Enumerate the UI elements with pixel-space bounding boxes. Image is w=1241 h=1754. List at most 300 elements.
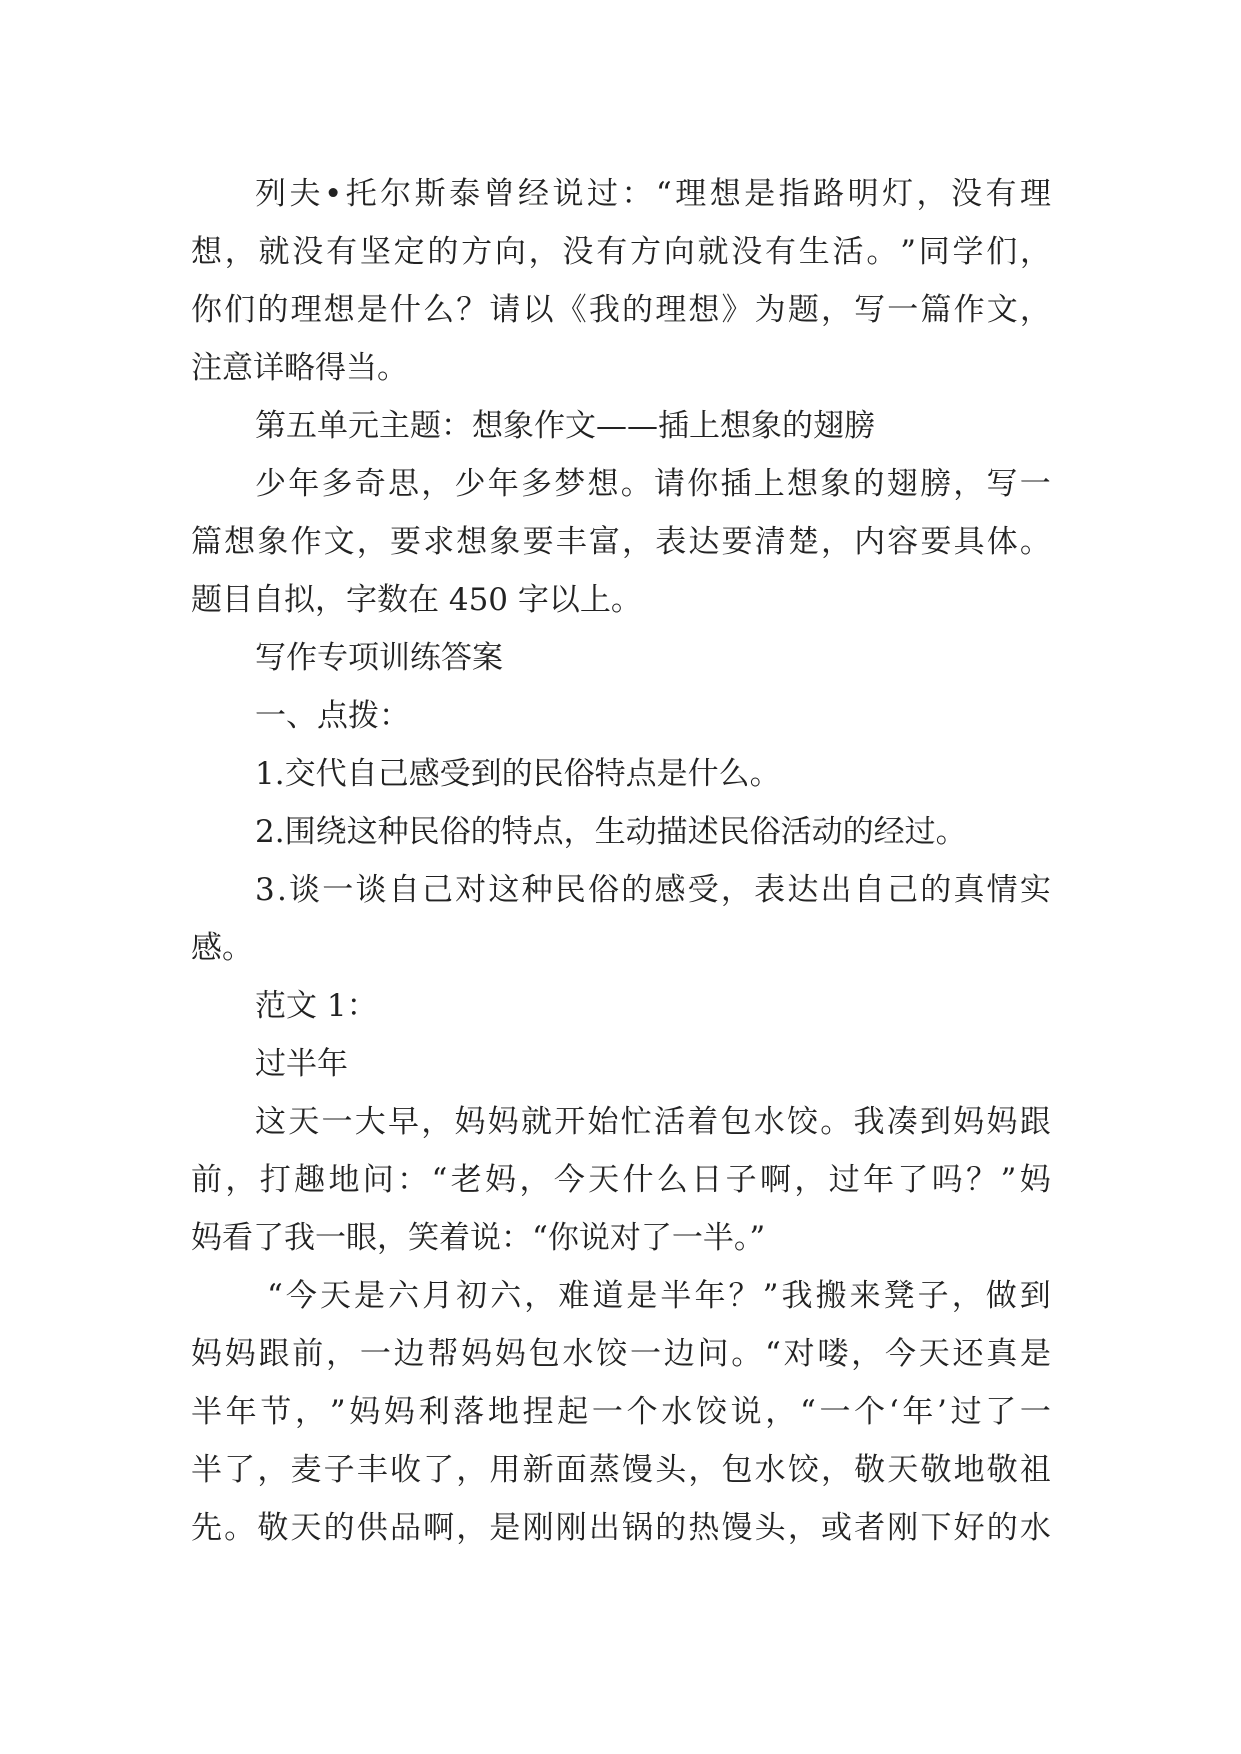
text-glyph: 多 [521, 466, 552, 502]
text-glyph: 做 [985, 1278, 1017, 1314]
text-glyph: 收 [389, 1452, 421, 1488]
text-glyph: 老 [450, 1162, 482, 1198]
text-glyph: 尔 [380, 176, 412, 212]
text-glyph: 问 [697, 1336, 729, 1372]
text-glyph: 妈 [349, 1394, 381, 1430]
text-glyph: 啊 [759, 1162, 791, 1198]
text-glyph: 们 [986, 234, 1018, 270]
text-glyph: 是 [626, 1278, 658, 1314]
text-glyph: 要 [389, 524, 421, 560]
text-glyph: 起 [557, 1394, 589, 1430]
text-glyph: 或 [820, 1510, 852, 1546]
text-glyph: ’ [937, 1394, 947, 1430]
text-glyph: 翅 [886, 466, 918, 502]
text-glyph: 思 [388, 466, 419, 502]
text-glyph: 刚 [887, 1510, 919, 1546]
text-glyph: 帮 [427, 1336, 459, 1372]
text-glyph: 这 [255, 1104, 286, 1140]
text-glyph: 了 [224, 1452, 256, 1488]
text-glyph: 出 [588, 1510, 620, 1546]
text-glyph: 天 [319, 1278, 351, 1314]
text-glyph: 自 [853, 872, 885, 908]
text-line: 过半年 [255, 1046, 348, 1082]
text-glyph: ， [688, 1452, 720, 1488]
text-glyph: 天 [887, 1452, 919, 1488]
text-glyph: 象 [820, 466, 852, 502]
text-glyph: 始 [587, 1104, 619, 1140]
text-glyph: 下 [920, 1510, 952, 1546]
text-glyph: 表 [655, 524, 687, 560]
text-glyph: 跟 [258, 1336, 290, 1372]
text-glyph: 年 [902, 1394, 934, 1430]
text-glyph: 馒 [622, 1452, 654, 1488]
text-glyph: ， [851, 1336, 883, 1372]
text-glyph: 托 [345, 176, 377, 212]
text-glyph: 一 [321, 1104, 353, 1140]
text-glyph: 妈 [191, 1336, 222, 1372]
text-glyph: 没 [292, 234, 324, 270]
text-glyph: 。 [866, 234, 898, 270]
text-glyph: 跟 [1019, 1104, 1051, 1140]
text-glyph: 麦 [290, 1452, 322, 1488]
text-glyph: 容 [887, 524, 919, 560]
text-glyph: 祖 [1019, 1452, 1051, 1488]
text-glyph: 初 [456, 1278, 488, 1314]
text-glyph: 热 [688, 1510, 720, 1546]
text-glyph: 一 [1019, 1394, 1051, 1430]
text-glyph: 插 [720, 466, 752, 502]
text-glyph: 的 [986, 1510, 1018, 1546]
text-glyph: 膀 [920, 466, 951, 502]
text-glyph: 地 [953, 1452, 985, 1488]
text-glyph: 天 [290, 1510, 322, 1546]
text-glyph: 你 [191, 292, 222, 328]
text-glyph: 》 [721, 292, 753, 328]
text-line: 感。 [191, 930, 253, 966]
text-glyph: 过 [586, 176, 618, 212]
text-glyph: 年 [863, 1162, 895, 1198]
text-glyph: ， [295, 1394, 327, 1430]
text-glyph: ， [456, 1510, 488, 1546]
text-glyph: 这 [488, 872, 520, 908]
text-glyph: 灯 [882, 176, 914, 212]
text-glyph: 喽 [817, 1336, 849, 1372]
text-glyph: ， [326, 1336, 358, 1372]
text-glyph: 来 [849, 1278, 881, 1314]
text-glyph: ： [397, 1162, 429, 1198]
text-glyph: ， [421, 1104, 453, 1140]
text-glyph: 捏 [522, 1394, 554, 1430]
text-glyph: 坚 [359, 234, 391, 270]
text-glyph: 敬 [257, 1510, 289, 1546]
text-glyph: 文 [323, 524, 355, 560]
text-glyph: 生 [798, 234, 830, 270]
text-glyph: 达 [787, 872, 819, 908]
text-glyph: ， [951, 1278, 983, 1314]
text-glyph: 己 [421, 872, 453, 908]
text-glyph: 前 [191, 1162, 222, 1198]
text-glyph: 包 [720, 1104, 752, 1140]
text-glyph: 了 [897, 1162, 929, 1198]
text-glyph: 想 [787, 466, 818, 502]
text-glyph: 边 [393, 1336, 425, 1372]
text-glyph: 饺 [787, 1452, 819, 1488]
text-glyph: 具 [953, 524, 985, 560]
text-glyph: ” [329, 1394, 346, 1430]
text-glyph: 内 [854, 524, 886, 560]
text-glyph: 么 [423, 292, 455, 328]
text-glyph: 水 [754, 1452, 786, 1488]
text-glyph: 道 [592, 1278, 624, 1314]
text-glyph: 前 [292, 1336, 324, 1372]
text-glyph: 向 [663, 234, 695, 270]
text-glyph: 先 [191, 1510, 222, 1546]
text-glyph: ” [1000, 1162, 1017, 1198]
text-line [191, 223, 1051, 281]
text-glyph: 就 [258, 234, 290, 270]
text-glyph: 达 [688, 524, 720, 560]
text-glyph: 的 [427, 234, 459, 270]
text-glyph: 天 [588, 1162, 620, 1198]
text-glyph: 写 [854, 292, 886, 328]
text-glyph: ” [900, 234, 916, 270]
text-glyph: 要 [721, 524, 753, 560]
text-glyph: 锅 [622, 1510, 654, 1546]
text-glyph: 请 [654, 466, 685, 502]
text-glyph: 经 [518, 176, 550, 212]
text-glyph: 理 [290, 292, 322, 328]
text-glyph: 方 [629, 234, 661, 270]
text-glyph: 啊 [423, 1510, 455, 1546]
text-glyph: “ [655, 176, 672, 212]
text-glyph: 活 [654, 1104, 685, 1140]
text-line [191, 1267, 1051, 1325]
text-glyph: ， [953, 466, 985, 502]
text-glyph: 节 [260, 1394, 292, 1430]
text-glyph: ， [916, 176, 948, 212]
text-glyph: 体 [986, 524, 1018, 560]
text-glyph: 妈 [485, 1162, 517, 1198]
text-glyph: 情 [986, 872, 1018, 908]
text-glyph: 边 [663, 1336, 695, 1372]
text-glyph: 月 [422, 1278, 454, 1314]
text-glyph: 过 [950, 1394, 982, 1430]
text-glyph: 一 [887, 292, 919, 328]
text-glyph: 妈 [1019, 1162, 1051, 1198]
text-glyph: 的 [323, 1510, 355, 1546]
text-glyph: 想 [456, 524, 488, 560]
text-glyph: 妈 [224, 1336, 256, 1372]
text-glyph: 问 [362, 1162, 394, 1198]
text-line: 一、点拨： [255, 698, 410, 734]
text-glyph: 什 [622, 1162, 654, 1198]
text-glyph: 供 [356, 1510, 388, 1546]
text-glyph: 妈 [953, 1104, 985, 1140]
text-glyph: 难 [558, 1278, 590, 1314]
text-line: 妈看了我一眼，笑着说：“你说对了一半。” [191, 1220, 766, 1256]
text-glyph: 新 [522, 1452, 554, 1488]
text-glyph: 对 [783, 1336, 815, 1372]
text-glyph: 有 [596, 234, 628, 270]
text-glyph: ， [787, 1510, 819, 1546]
text-glyph: 自 [388, 872, 420, 908]
text-glyph: 个 [626, 1394, 658, 1430]
text-glyph: 是 [744, 176, 776, 212]
text-glyph: 说 [552, 176, 584, 212]
text-glyph: 斯 [414, 176, 446, 212]
text-glyph: 己 [886, 872, 918, 908]
text-glyph: ‘ [888, 1394, 899, 1430]
text-line: 第五单元主题：想象作文——插上想象的翅膀 [255, 408, 875, 444]
text-glyph: 说 [730, 1394, 762, 1430]
text-glyph: 多 [321, 466, 353, 502]
text-glyph: 上 [753, 466, 785, 502]
text-glyph: 年 [487, 466, 519, 502]
text-glyph: 少 [255, 466, 286, 502]
text-glyph: ： [621, 176, 653, 212]
text-line [191, 861, 1051, 919]
text-glyph: 。 [820, 1104, 852, 1140]
text-glyph: 年 [288, 466, 320, 502]
text-glyph: 梦 [554, 466, 586, 502]
text-line [191, 455, 1051, 513]
text-glyph: 一 [322, 872, 354, 908]
text-glyph: 作 [290, 524, 322, 560]
text-glyph: 没 [951, 176, 982, 212]
text-glyph: 真 [953, 872, 985, 908]
text-glyph: 今 [884, 1336, 916, 1372]
text-glyph: 就 [697, 234, 729, 270]
text-line: 范文 1： [255, 988, 378, 1024]
text-glyph: 半 [191, 1394, 222, 1430]
text-glyph: 包 [721, 1452, 753, 1488]
text-glyph: 好 [953, 1510, 985, 1546]
text-glyph: 文 [986, 292, 1018, 328]
document-page [191, 165, 1051, 1557]
text-glyph: ， [519, 1162, 551, 1198]
text-glyph: 。 [731, 1336, 763, 1372]
text-glyph: 包 [528, 1336, 560, 1372]
text-glyph: 今 [285, 1278, 317, 1314]
text-glyph: 你 [687, 466, 719, 502]
text-glyph: “ [267, 1278, 283, 1314]
text-glyph: 路 [813, 176, 845, 212]
text-line: 注意详略得当。 [191, 350, 408, 386]
text-glyph: 丰 [555, 524, 587, 560]
text-glyph: ， [1020, 234, 1051, 270]
text-glyph: • [323, 176, 343, 212]
text-glyph: 实 [1019, 872, 1051, 908]
text-glyph: 半 [660, 1278, 692, 1314]
text-glyph: 是 [354, 1278, 385, 1314]
text-glyph: 请 [489, 292, 521, 328]
text-glyph: 什 [389, 292, 421, 328]
text-glyph: 受 [687, 872, 719, 908]
text-glyph: 到 [1019, 1278, 1051, 1314]
text-glyph: “ [799, 1394, 816, 1430]
text-glyph: 想 [688, 292, 720, 328]
text-glyph: 是 [489, 1510, 521, 1546]
text-glyph: 水 [562, 1336, 594, 1372]
text-glyph: 活 [832, 234, 864, 270]
text-glyph: 日 [691, 1162, 723, 1198]
text-glyph: 水 [1019, 1510, 1051, 1546]
text-glyph: 头 [754, 1510, 786, 1546]
text-glyph: ， [225, 1162, 257, 1198]
text-glyph: 丰 [356, 1452, 388, 1488]
text-glyph: 天 [288, 1104, 320, 1140]
text-glyph: 谈 [355, 872, 387, 908]
text-line [191, 1499, 1051, 1557]
text-glyph: 一 [819, 1394, 851, 1430]
text-glyph: ， [820, 1452, 852, 1488]
text-glyph: 地 [328, 1162, 360, 1198]
text-glyph: 想 [709, 176, 741, 212]
text-glyph: 水 [661, 1394, 693, 1430]
text-glyph: 为 [754, 292, 786, 328]
text-glyph: 清 [754, 524, 786, 560]
text-glyph: 的 [621, 872, 653, 908]
text-glyph: 。 [620, 466, 652, 502]
text-glyph: “ [765, 1336, 781, 1372]
text-glyph: 品 [389, 1510, 421, 1546]
text-glyph: 妈 [487, 1104, 519, 1140]
text-glyph: 要 [522, 524, 554, 560]
text-glyph: 个 [854, 1394, 886, 1430]
text-glyph: 就 [521, 1104, 552, 1140]
text-line: 2.围绕这种民俗的特点，生动描述民俗活动的经过。 [255, 814, 967, 850]
text-glyph: 理 [1019, 176, 1051, 212]
text-glyph: 象 [489, 524, 521, 560]
text-glyph: 《 [555, 292, 587, 328]
text-glyph: 今 [553, 1162, 585, 1198]
text-glyph: 题 [787, 292, 819, 328]
text-glyph: 利 [418, 1394, 450, 1430]
text-glyph: ， [1019, 292, 1051, 328]
text-glyph: 象 [257, 524, 289, 560]
text-glyph: 明 [847, 176, 879, 212]
text-line [191, 513, 1051, 571]
text-glyph: ， [794, 1162, 826, 1198]
text-glyph: 趣 [294, 1162, 326, 1198]
text-glyph: 想 [587, 466, 619, 502]
text-glyph: 敬 [854, 1452, 886, 1488]
text-glyph: ， [820, 292, 852, 328]
text-glyph: 敬 [920, 1452, 952, 1488]
text-glyph: 写 [986, 466, 1018, 502]
text-glyph: ？ [728, 1278, 760, 1314]
text-glyph: 吗 [931, 1162, 963, 1198]
text-glyph: 理 [655, 292, 687, 328]
text-glyph: ， [356, 524, 388, 560]
text-glyph: ， [224, 234, 256, 270]
text-glyph: 的 [655, 1510, 687, 1546]
text-glyph: 馒 [721, 1510, 753, 1546]
text-glyph: 想 [224, 524, 256, 560]
document-body [191, 165, 1051, 1557]
text-glyph: . [276, 872, 287, 908]
text-glyph: ， [257, 1452, 289, 1488]
text-line [191, 1151, 1051, 1209]
text-glyph: 年 [694, 1278, 726, 1314]
text-glyph: 妈 [494, 1336, 526, 1372]
text-glyph: ， [622, 524, 654, 560]
text-glyph: 想 [323, 292, 355, 328]
text-glyph: 忙 [620, 1104, 652, 1140]
text-glyph: 泰 [449, 176, 481, 212]
text-glyph: 妈 [461, 1336, 493, 1372]
text-glyph: ？ [966, 1162, 998, 1198]
text-glyph: 列 [255, 176, 286, 212]
text-glyph: 篇 [191, 524, 222, 560]
text-glyph: 凳 [883, 1278, 915, 1314]
text-glyph: 指 [778, 176, 810, 212]
text-glyph: 子 [323, 1452, 355, 1488]
text-glyph: 着 [687, 1104, 719, 1140]
text-glyph: 蒸 [588, 1452, 620, 1488]
text-glyph: 刚 [555, 1510, 587, 1546]
text-glyph: 出 [820, 872, 852, 908]
text-glyph: 想 [191, 234, 222, 270]
text-glyph: 对 [455, 872, 487, 908]
text-glyph: 夫 [289, 176, 321, 212]
text-glyph: 民 [554, 872, 586, 908]
text-glyph: 的 [920, 872, 952, 908]
text-glyph: ， [765, 1394, 797, 1430]
text-glyph: 一 [359, 1336, 391, 1372]
text-line [191, 1383, 1051, 1441]
text-line: 题目自拟，字数在 450 字以上。 [191, 582, 642, 618]
text-glyph: 子 [917, 1278, 949, 1314]
text-line [191, 1325, 1051, 1383]
text-glyph: 水 [753, 1104, 785, 1140]
text-glyph: 六 [490, 1278, 522, 1314]
text-glyph: 向 [494, 234, 526, 270]
text-glyph: 么 [656, 1162, 688, 1198]
text-glyph: 没 [731, 234, 763, 270]
text-glyph: 有 [326, 234, 358, 270]
text-glyph: 以 [522, 292, 554, 328]
text-glyph: 求 [423, 524, 455, 560]
text-glyph: 我 [781, 1278, 813, 1314]
text-glyph: 了 [985, 1394, 1017, 1430]
text-glyph: 谈 [289, 872, 321, 908]
text-glyph: 凑 [886, 1104, 918, 1140]
text-glyph: 天 [918, 1336, 950, 1372]
text-glyph: 种 [521, 872, 553, 908]
text-glyph: ？ [456, 292, 488, 328]
text-glyph: 没 [562, 234, 594, 270]
text-glyph: 者 [854, 1510, 886, 1546]
text-glyph: 。 [1019, 524, 1051, 560]
text-glyph: 刚 [522, 1510, 554, 1546]
text-glyph: 大 [354, 1104, 386, 1140]
text-glyph: ， [528, 234, 560, 270]
text-line [191, 1093, 1051, 1151]
text-glyph: 3 [255, 872, 275, 908]
text-glyph: 年 [225, 1394, 257, 1430]
text-glyph: 少 [454, 466, 486, 502]
text-glyph: ， [820, 524, 852, 560]
text-glyph: 敬 [986, 1452, 1018, 1488]
text-glyph: ， [456, 1452, 488, 1488]
text-glyph: 作 [953, 292, 985, 328]
text-glyph: 我 [588, 292, 620, 328]
text-glyph: 落 [453, 1394, 485, 1430]
text-glyph: 有 [985, 176, 1017, 212]
text-line: 1.交代自己感受到的民俗特点是什么。 [255, 756, 781, 792]
text-glyph: “ [431, 1162, 448, 1198]
